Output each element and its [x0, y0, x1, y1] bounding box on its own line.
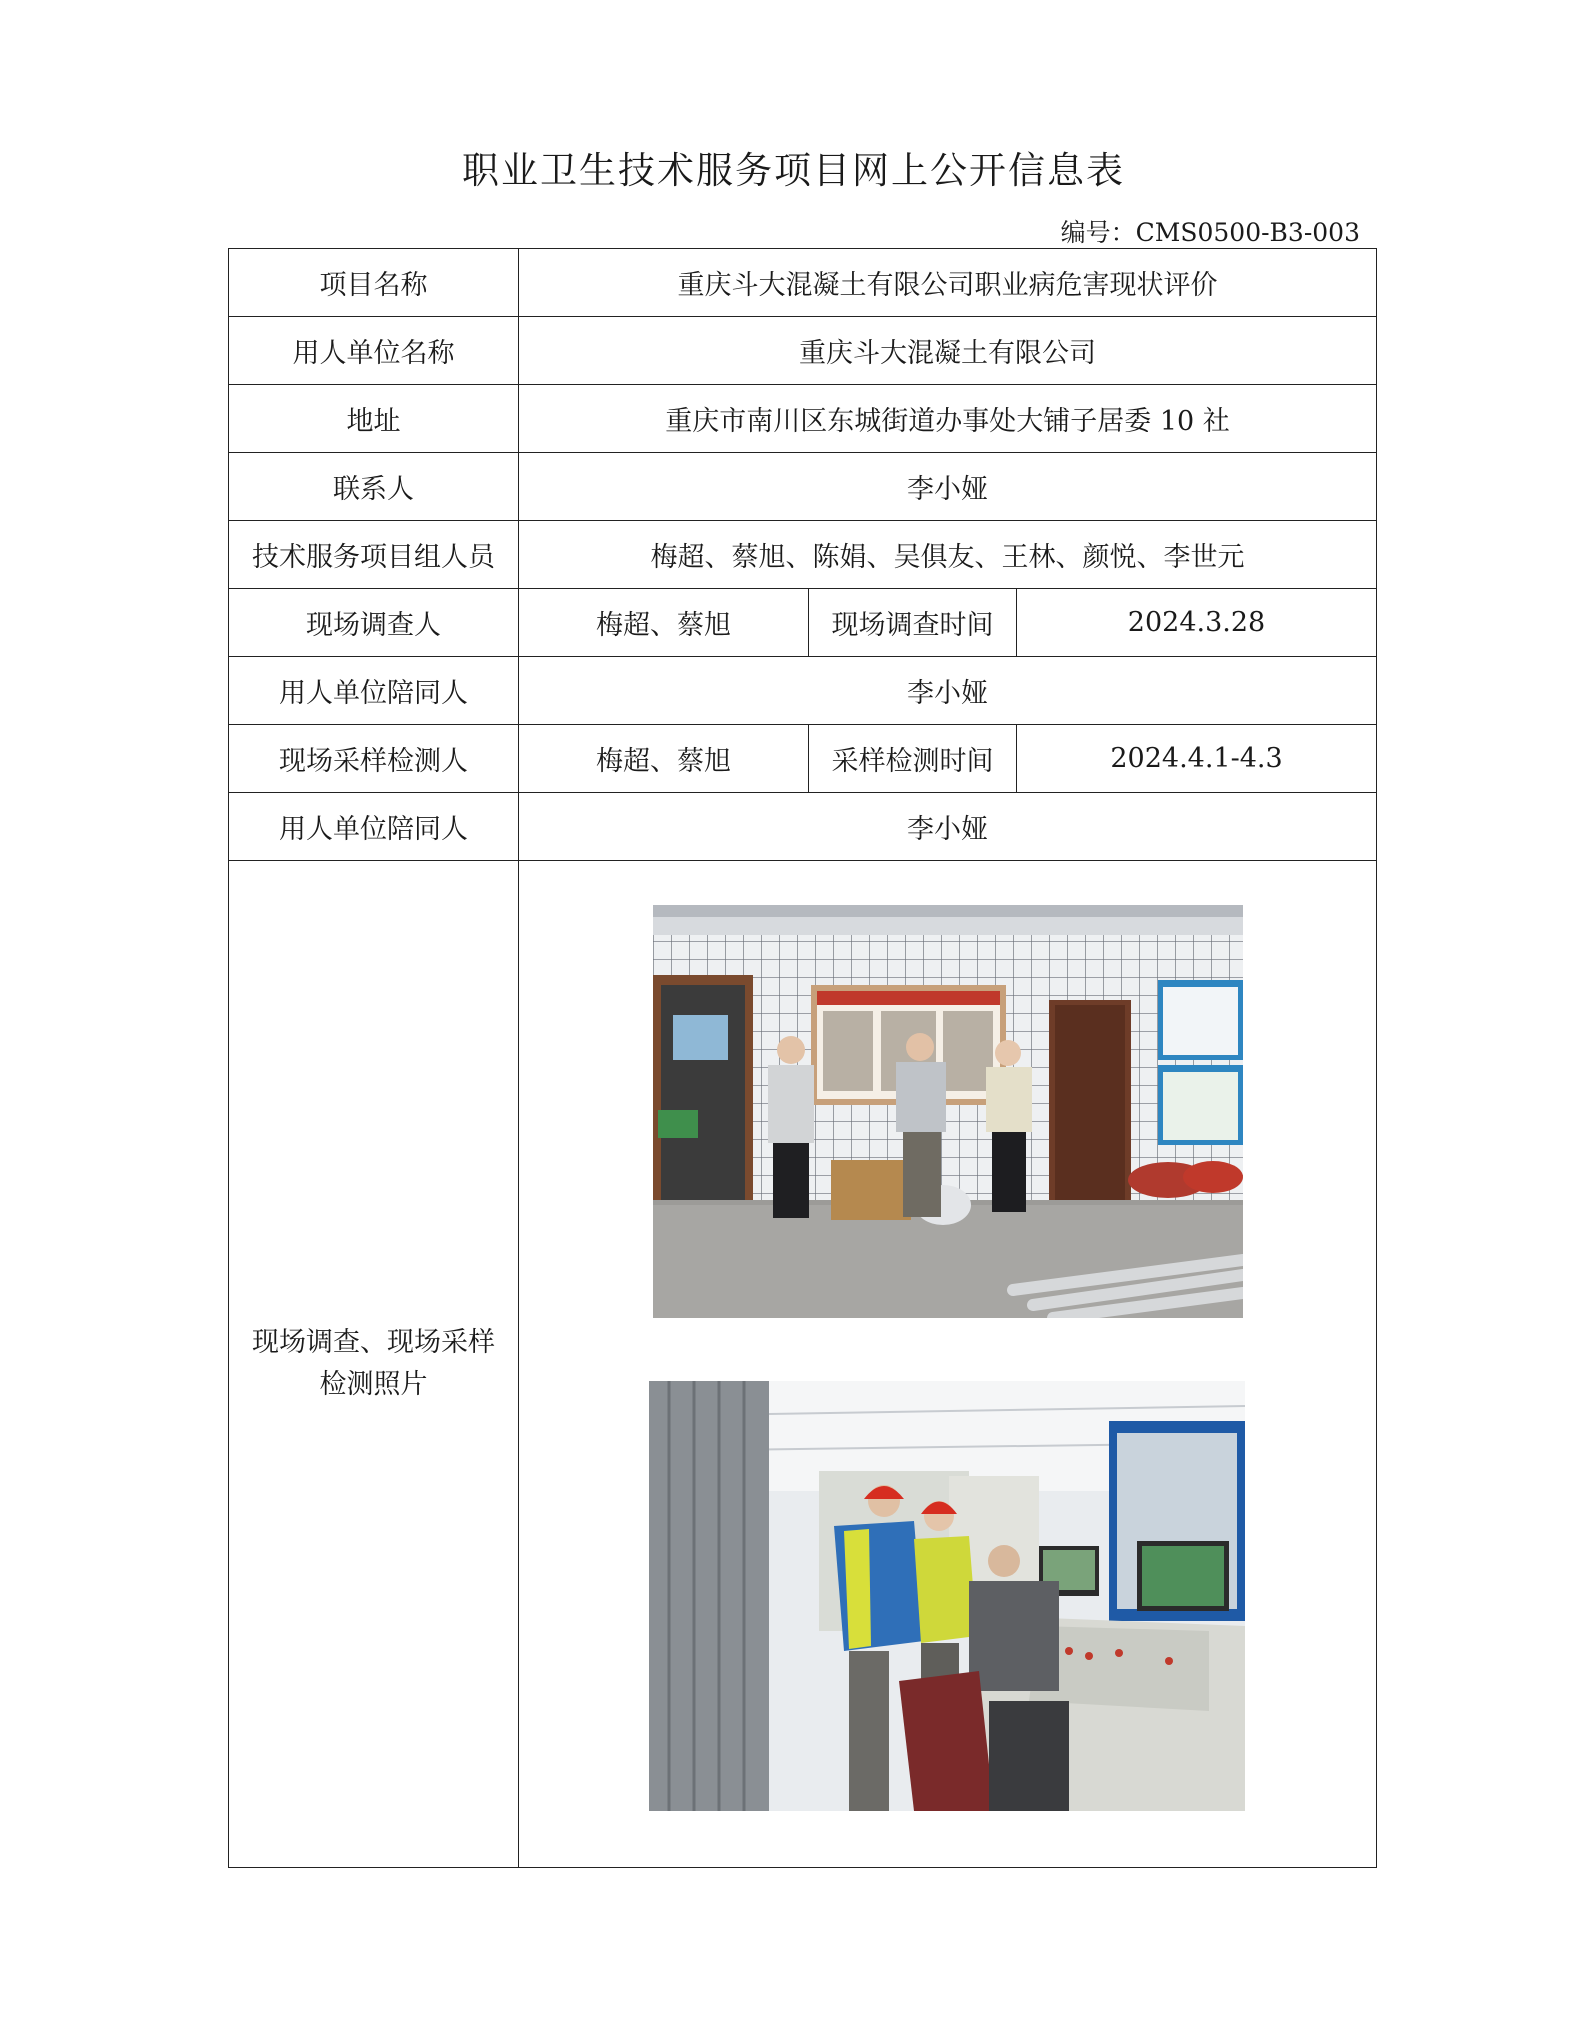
survey-companion-value: 李小娅: [519, 657, 1377, 725]
sampling-label: 现场采样检测人: [229, 725, 519, 793]
site-survey-value: 梅超、蔡旭: [519, 589, 809, 657]
team-members-label: 技术服务项目组人员: [229, 521, 519, 589]
sampling-time-label: 采样检测时间: [809, 725, 1017, 793]
photos-label-line2: 检测照片: [319, 1369, 428, 1400]
sampling-photo-graphic: [649, 1381, 1245, 1811]
row-sampling: [229, 725, 1377, 793]
site-survey-time-value: 2024.3.28: [1017, 589, 1377, 657]
document-code: 编号：CMS0500-B3-003: [1060, 218, 1360, 247]
project-name-value: 重庆斗大混凝土有限公司职业病危害现状评价: [519, 249, 1377, 317]
address-label: 地址: [229, 385, 519, 453]
team-members-value: 梅超、蔡旭、陈娟、吴俱友、王林、颜悦、李世元: [519, 521, 1377, 589]
row-photos: [229, 861, 1377, 1868]
project-name-label: 项目名称: [229, 249, 519, 317]
row-survey-companion: [229, 657, 1377, 725]
site-survey-photo: [653, 905, 1243, 1318]
employer-name-value: 重庆斗大混凝土有限公司: [519, 317, 1377, 385]
sampling-companion-value: 李小娅: [519, 793, 1377, 861]
employer-name-label: 用人单位名称: [229, 317, 519, 385]
photos-cell: [519, 861, 1377, 1868]
page-title: 职业卫生技术服务项目网上公开信息表: [462, 149, 1125, 192]
site-survey-label: 现场调查人: [229, 589, 519, 657]
photos-label: [229, 861, 519, 1868]
row-sampling-companion: [229, 793, 1377, 861]
sampling-time-value: 2024.4.1-4.3: [1017, 725, 1377, 793]
sampling-value: 梅超、蔡旭: [519, 725, 809, 793]
row-site-survey: [229, 589, 1377, 657]
row-team-members: [229, 521, 1377, 589]
photos-label-line1: 现场调查、现场采样: [252, 1327, 495, 1358]
contact-value: 李小娅: [519, 453, 1377, 521]
row-address: [229, 385, 1377, 453]
row-contact: [229, 453, 1377, 521]
row-employer-name: [229, 317, 1377, 385]
contact-label: 联系人: [229, 453, 519, 521]
address-value: 重庆市南川区东城街道办事处大铺子居委 10 社: [519, 385, 1377, 453]
info-table: [228, 248, 1377, 1868]
sampling-companion-label: 用人单位陪同人: [229, 793, 519, 861]
survey-companion-label: 用人单位陪同人: [229, 657, 519, 725]
row-project-name: [229, 249, 1377, 317]
site-survey-time-label: 现场调查时间: [809, 589, 1017, 657]
sampling-photo: [649, 1381, 1245, 1811]
site-survey-photo-graphic: [653, 905, 1243, 1318]
